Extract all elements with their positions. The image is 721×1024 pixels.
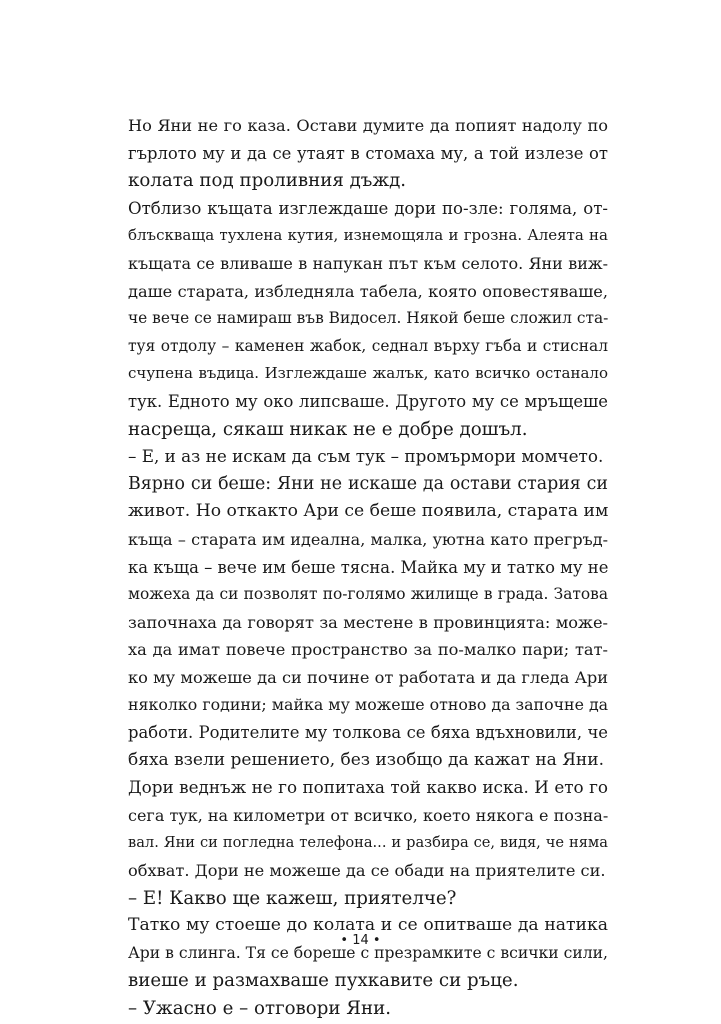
text-line: Татко му стоеше до колата и се опитваше да натика xyxy=(128,915,608,936)
text-line: бяха взели решението, без изобщо да кажат на Яни. xyxy=(128,749,604,770)
text-line: счупена въдица. Изглеждаше жалък, като всичко останало xyxy=(128,364,608,383)
text-line: обхват. Дори не можеше да се обади на приятелите си. xyxy=(128,861,606,881)
text-line: даше старата, избледняла табела, която оповестяваше, xyxy=(128,281,608,301)
text-line: работи. Родителите му толкова се бяха вдъхновили, че xyxy=(128,723,608,743)
text-line: ха да имат повече пространство за по-малко пари; тат- xyxy=(128,640,608,660)
text-line: Дори веднъж не го попитаха той какво иска. И ето го xyxy=(128,777,608,798)
text-line: сега тук, на километри от всичко, което някога е позна- xyxy=(128,805,608,825)
text-line: Ари в слинга. Тя се бореше с презрамките с всички сили, xyxy=(128,943,608,962)
text-line: че вече се намираш във Видосел. Някой беше сложил ста- xyxy=(128,309,608,328)
text-line: блъскваща тухлена кутия, изнемощяла и грозна. Алеята на xyxy=(128,226,608,245)
text-line: – Ужасно е – отговори Яни. xyxy=(128,998,391,1019)
text-line: туя отдолу – каменен жабок, седнал върху гъба и стиснал xyxy=(128,336,608,355)
text-line: вал. Яни си погледна телефона... и разбира се, видя, че няма xyxy=(128,834,608,852)
page-number: • 14 • xyxy=(340,933,381,948)
text-line: Но Яни не го каза. Остави думите да попият надолу по xyxy=(128,116,608,135)
text-line: – Е, и аз не искам да съм тук – промърмори момчето. xyxy=(128,446,604,467)
text-line: живот. Но откакто Ари се беше появила, старата им xyxy=(128,501,608,522)
text-line: ко му можеше да си почине от работата и да гледа Ари xyxy=(128,667,608,687)
text-line: виеше и размахваше пухкавите си ръце. xyxy=(128,970,519,992)
text-line: ка къща – вече им беше тясна. Майка му и татко му не xyxy=(128,557,608,577)
text-line: тук. Едното му око липсваше. Другото му се мръщеше xyxy=(128,391,608,411)
body-text xyxy=(128,112,608,1023)
text-line: Вярно си беше: Яни не искаше да остави стария си xyxy=(128,473,608,494)
text-line: къща – старата им идеална, малка, уютна като прегръд- xyxy=(128,529,608,549)
text-line: гърлото му и да се утаят в стомаха му, а той излезе от xyxy=(128,143,608,163)
text-line: няколко години; майка му можеше отново да започне да xyxy=(128,695,608,715)
text-line: Отблизо къщата изглеждаше дори по-зле: голяма, от- xyxy=(128,198,608,218)
text-line: колата под проливния дъжд. xyxy=(128,170,407,192)
text-line: – Е! Какво ще кажеш, приятелче? xyxy=(128,887,457,909)
text-line: насреща, сякаш никак не е добре дошъл. xyxy=(128,418,528,440)
text-line: можеха да си позволят по-голямо жилище в града. Затова xyxy=(128,585,608,604)
text-line: започнаха да говорят за местене в провинцията: може- xyxy=(128,612,608,632)
text-line: къщата се вливаше в напукан път към селото. Яни виж- xyxy=(128,253,608,273)
